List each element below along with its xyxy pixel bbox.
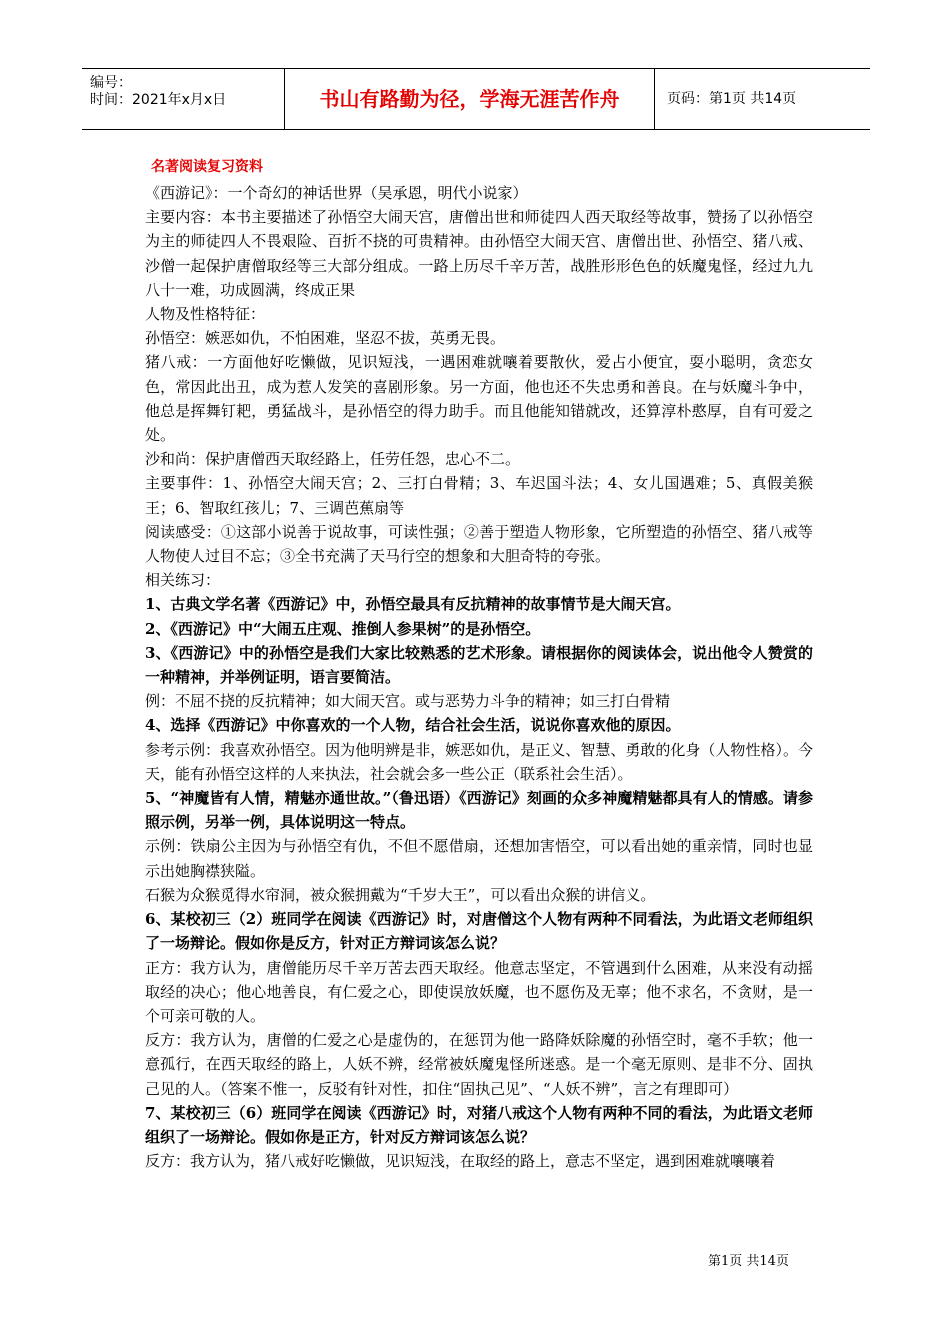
exercise-3-answer: 例：不屈不挠的反抗精神；如大闹天宫。或与恶势力斗争的精神；如三打白骨精 — [145, 692, 671, 711]
exercise-3: 3、《西游记》中的孙悟空是我们大家比较熟悉的艺术形象。请根据你的阅读体会，说出他令人赞赏的一种精神，并举例证明，语言要简洁。 — [145, 643, 813, 687]
exercise-5: 5、“神魔皆有人情，精魅亦通世故。”（鲁迅语）《西游记》刻画的众多神魔精魅都具有人的情感。请参照示例，另举一例，具体说明这一特点。 — [145, 789, 813, 832]
paragraph-main-content: 主要内容：本书主要描述了孙悟空大闹天宫，唐僧出世和师徒四人西天取经等故事，赞扬了以孙悟空为主的师徒四人不畏艰险、百折不挠的可贵精神。由孙悟空大闹天宫、唐僧出世、孙悟空、猪八戒、沙僧一起保护唐僧取经等三大部分组成。一路上历尽千辛万苦，战胜形形色色的妖魔鬼怪，经过九九八十一难，功成圆满，终成正果 — [145, 208, 813, 299]
header-time: 时间：2021年x月x日 — [90, 92, 227, 108]
exercise-6: 6、某校初三（2）班同学在阅读《西游记》时，对唐僧这个人物有两种不同看法，为此语文老师组织了一场辩论。假如你是反方，针对正方辩词该怎么说？ — [145, 910, 813, 953]
exercise-6-negative: 反方：我方认为，唐僧的仁爱之心是虚伪的，在惩罚为他一路降妖除魔的孙悟空时，毫不手软；他一意孤行，在西天取经的路上，人妖不辨，经常被妖魔鬼怪所迷惑。是一个毫无原则、是非不分、固执己见的人。（答案不惟一，反驳有针对性，扣住“固执己见”、“人妖不辨”，言之有理即可） — [145, 1031, 813, 1098]
document-body — [145, 157, 813, 1173]
exercise-4: 4、选择《西游记》中你喜欢的一个人物，结合社会生活，说说你喜欢他的原因。 — [145, 716, 681, 735]
header-number: 编号： — [90, 75, 132, 91]
paragraph-main-events: 主要事件：1、孙悟空大闹天宫；2、三打白骨精；3、车迟国斗法；4、女儿国遇难；5、真假美猴王；6、智取红孩儿；7、三调芭蕉扇等 — [145, 474, 813, 517]
paragraph-reading-feelings: 阅读感受：①这部小说善于说故事，可读性强；②善于塑造人物形象，它所塑造的孙悟空、猪八戒等人物使人过目不忘；③全书充满了天马行空的想象和大胆奇特的夸张。 — [145, 522, 813, 566]
exercise-1: 1、古典文学名著《西游记》中，孙悟空最具有反抗精神的故事情节是大闹天宫。 — [145, 595, 681, 614]
exercise-5-answer: 石猴为众猴觅得水帘洞，被众猴拥戴为“千岁大王”，可以看出众猴的讲信义。 — [145, 885, 656, 904]
exercise-7: 7、某校初三（6）班同学在阅读《西游记》时，对猪八戒这个人物有两种不同的看法，为此语文老师组织了一场辩论。假如你是正方，针对反方辩词该怎么说？ — [145, 1103, 813, 1146]
page-footer: 第1页 共14页 — [708, 1254, 789, 1269]
paragraph-sun-wukong: 孙悟空：嫉恶如仇，不怕困难，坚忍不拔，英勇无畏。 — [145, 329, 506, 348]
header-meta — [82, 69, 282, 129]
paragraph-exercises-heading: 相关练习： — [145, 571, 221, 590]
exercise-2: 2、《西游记》中“大闹五庄观、推倒人参果树”的是孙悟空。 — [145, 619, 541, 638]
exercise-7-negative: 反方：我方认为，猪八戒好吃懒做，见识短浅，在取经的路上，意志不坚定，遇到困难就嚷嚷着 — [145, 1152, 776, 1171]
exercise-4-answer: 参考示例：我喜欢孙悟空。因为他明辨是非，嫉恶如仇，是正义、智慧、勇敢的化身（人物性格）。今天，能有孙悟空这样的人来执法，社会就会多一些公正（联系社会生活）。 — [145, 740, 813, 783]
exercise-6-affirmative: 正方：我方认为，唐僧能历尽千辛万苦去西天取经。他意志坚定，不管遇到什么困难，从来没有动摇取经的决心；他心地善良，有仁爱之心，即使误放妖魔，也不愿伤及无辜；他不求名，不贪财，是一个可亲可敬的人。 — [145, 958, 813, 1025]
header-divider — [654, 69, 655, 129]
page-header — [82, 68, 870, 130]
exercise-5-example: 示例：铁扇公主因为与孙悟空有仇，不但不愿借扇，还想加害悟空，可以看出她的重亲情，同时也显示出她胸襟狭隘。 — [145, 837, 813, 880]
header-page-info: 页码：第1页 共14页 — [667, 91, 797, 107]
paragraph-book-title: 《西游记》：一个奇幻的神话世界（吴承恩，明代小说家） — [145, 184, 528, 202]
paragraph-characters-heading: 人物及性格特征： — [145, 305, 266, 324]
paragraph-zhu-bajie: 猪八戒：一方面他好吃懒做，见识短浅，一遇困难就嚷着要散伙，爱占小便宜，耍小聪明，贪恋女色，常因此出丑，成为惹人发笑的喜剧形象。另一方面，他也还不失忠勇和善良。在与妖魔斗争中，他总是挥舞钉耙，勇猛战斗，是孙悟空的得力助手。而且他能知错就改，还算淳朴憨厚，自有可爱之处。 — [145, 353, 813, 445]
document-title: 名著阅读复习资料 — [151, 159, 263, 175]
header-motto: 书山有路勤为径，学海无涯苦作舟 — [319, 87, 620, 111]
paragraph-sha-heshang: 沙和尚：保护唐僧西天取经路上，任劳任怨，忠心不二。 — [145, 450, 521, 469]
